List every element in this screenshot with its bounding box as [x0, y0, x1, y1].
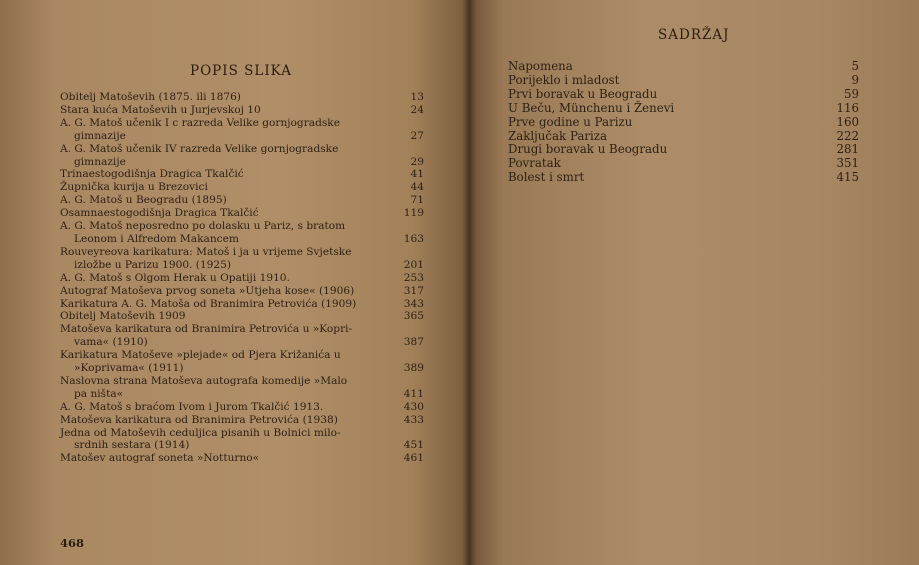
right-page [468, 0, 919, 565]
entry-page-number: 41 [410, 168, 424, 181]
entry-title: Autograf Matoševa prvog soneta »Utjeha kose« (1906) [60, 284, 355, 297]
entry-title: A. G. Matoš učenik IV razreda Velike gornjogradske [60, 142, 339, 155]
entry-page-number: 44 [410, 181, 424, 194]
entry-title: Rouveyreova karikatura: Matoš i ja u vrijeme Svjetske [60, 245, 352, 258]
entry-page-number: 119 [403, 207, 424, 220]
entry-title: Prvi boravak u Beogradu [508, 86, 658, 101]
entry-title: Matoševa karikatura od Branimira Petrovića u »Kopri- [60, 323, 353, 336]
entry-title: Trinaestogodišnja Dragica Tkalčić [60, 168, 244, 181]
entry-page-number: 24 [410, 103, 424, 116]
entry-title: A. G. Matoš u Beogradu (1895) [60, 194, 227, 207]
list-item [60, 194, 428, 207]
list-item [508, 102, 863, 116]
list-item [60, 168, 428, 181]
list-item [60, 104, 428, 117]
entry-title: Zaključak Pariza [508, 128, 608, 143]
list-item [60, 375, 428, 401]
list-item [60, 298, 428, 311]
page-title-sadrzaj: SADRŽAJ [658, 27, 730, 43]
entry-page-number: 116 [836, 100, 859, 115]
list-item [508, 157, 863, 171]
entry-page-number: 433 [403, 413, 424, 426]
entry-title: Naslovna strana Matoševa autografa komedije »Malo [60, 374, 348, 387]
entry-page-number: 430 [403, 400, 424, 413]
entry-page-number: 389 [403, 362, 424, 375]
entry-title: A. G. Matoš učenik I c razreda Velike gornjogradske [60, 116, 340, 129]
list-item [60, 427, 428, 453]
book-gutter [462, 0, 476, 565]
entry-page-number: 222 [836, 128, 859, 143]
list-item [508, 88, 863, 102]
entry-title: Obitelj Matoševih (1875. ili 1876) [60, 91, 241, 103]
entry-title-continuation: gimnazije [74, 155, 126, 168]
list-item [60, 220, 428, 246]
list-item [60, 285, 428, 298]
entry-title-continuation: pa ništa« [74, 387, 124, 400]
entry-page-number: 461 [403, 452, 424, 465]
entry-page-number: 253 [403, 271, 424, 284]
list-item [508, 143, 863, 157]
list-item [60, 246, 428, 272]
entry-page-number: 415 [836, 170, 859, 185]
list-of-illustrations [60, 91, 428, 465]
entry-page-number: 281 [836, 142, 859, 157]
entry-title: Porijeklo i mladost [508, 72, 620, 87]
entry-title: Karikatura Matoševe »plejade« od Pjera Križanića u [60, 349, 341, 362]
entry-page-number: 29 [410, 155, 424, 168]
list-item [60, 401, 428, 414]
entry-title: Drugi boravak u Beogradu [508, 142, 668, 157]
entry-page-number: 5 [851, 59, 859, 73]
entry-page-number: 351 [836, 156, 859, 171]
list-item [60, 452, 428, 465]
entry-page-number: 317 [403, 284, 424, 297]
entry-page-number: 411 [403, 387, 424, 400]
list-item [508, 130, 863, 144]
entry-title: U Beču, Münchenu i Ženevi [508, 100, 675, 115]
list-item [60, 323, 428, 349]
entry-page-number: 27 [410, 129, 424, 142]
list-item [60, 117, 428, 143]
list-item [508, 60, 863, 74]
list-item [60, 143, 428, 169]
list-item [60, 91, 428, 104]
entry-title: Obitelj Matoševih 1909 [60, 310, 186, 323]
entry-title: Bolest i smrt [508, 170, 585, 185]
entry-title-continuation: vama« (1910) [74, 336, 148, 349]
page-title-popis-slika: POPIS SLIKA [190, 63, 292, 79]
list-item [508, 74, 863, 88]
entry-page-number: 9 [851, 72, 859, 87]
entry-page-number: 201 [403, 258, 424, 271]
list-item [60, 414, 428, 427]
entry-title-continuation: izložbe u Parizu 1900. (1925) [74, 258, 232, 271]
entry-page-number: 451 [403, 439, 424, 452]
entry-title: Stara kuća Matoševih u Jurjevskoj 10 [60, 103, 261, 116]
list-item [508, 116, 863, 130]
entry-title: Župnička kurija u Brezovici [60, 181, 208, 194]
entry-title: Prve godine u Parizu [508, 114, 633, 129]
table-of-contents [508, 60, 863, 185]
entry-title: A. G. Matoš s Olgom Herak u Opatiji 1910. [60, 271, 290, 284]
list-item [60, 349, 428, 375]
entry-page-number: 160 [836, 114, 859, 129]
entry-page-number: 343 [403, 297, 424, 310]
entry-title-continuation: srdnih sestara (1914) [74, 439, 190, 452]
list-item [60, 272, 428, 285]
entry-title-continuation: »Koprivama« (1911) [74, 362, 184, 375]
entry-title: A. G. Matoš neposredno po dolasku u Pariz, s bratom [60, 220, 346, 233]
entry-title: Matoševa karikatura od Branimira Petrovića (1938) [60, 413, 338, 426]
entry-title: Matošev autograf soneta »Notturno« [60, 452, 260, 465]
entry-page-number: 163 [403, 232, 424, 245]
entry-title-continuation: Leonom i Alfredom Makancem [74, 232, 239, 245]
entry-title-continuation: gimnazije [74, 129, 126, 142]
list-item [60, 310, 428, 323]
entry-page-number: 365 [403, 310, 424, 323]
entry-page-number: 13 [410, 91, 424, 103]
list-item [508, 171, 863, 185]
entry-title: Karikatura A. G. Matoša od Branimira Petrovića (1909) [60, 297, 357, 310]
list-item [60, 207, 428, 220]
entry-page-number: 387 [403, 336, 424, 349]
entry-title: Povratak [508, 156, 561, 171]
list-item [60, 181, 428, 194]
entry-title: Jedna od Matoševih ceduljica pisanih u Bolnici milo- [60, 426, 341, 439]
entry-page-number: 71 [410, 194, 424, 207]
entry-title: A. G. Matoš s braćom Ivom i Jurom Tkalčić 1913. [60, 400, 324, 413]
entry-title: Napomena [508, 59, 573, 73]
page-number: 468 [60, 536, 85, 550]
entry-title: Osamnaestogodišnja Dragica Tkalčić [60, 207, 259, 220]
entry-page-number: 59 [843, 86, 859, 101]
